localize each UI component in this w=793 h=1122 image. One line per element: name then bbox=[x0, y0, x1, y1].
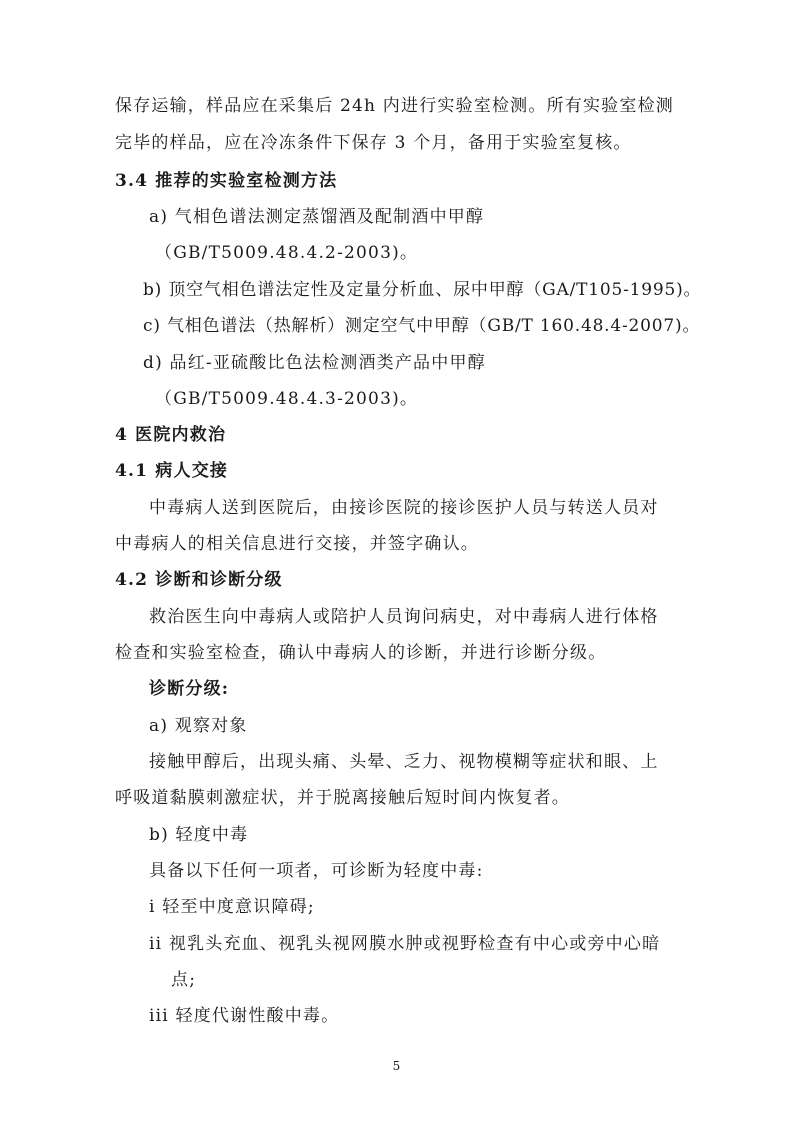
paragraph-line: 完毕的样品，应在冷冻条件下保存 3 个月，备用于实验室复核。 bbox=[115, 133, 632, 153]
subheading-diagnosis-grading: 诊断分级: bbox=[149, 679, 230, 699]
list-item-d: d) 品红-亚硫酸比色法检测酒类产品中甲醇 bbox=[143, 353, 486, 373]
section-heading-4-2: 4.2 诊断和诊断分级 bbox=[115, 570, 283, 590]
list-item-iii: iii 轻度代谢性酸中毒。 bbox=[149, 1006, 340, 1026]
paragraph-line: 保存运输，样品应在采集后 24h 内进行实验室检测。所有实验室检测 bbox=[115, 96, 674, 116]
paragraph-line: 具备以下任何一项者，可诊断为轻度中毒: bbox=[149, 861, 484, 881]
paragraph-line: 接触甲醇后，出现头痛、头晕、乏力、视物模糊等症状和眼、上 bbox=[149, 752, 659, 772]
list-item-ii-cont: 点; bbox=[171, 970, 197, 990]
paragraph-line: 中毒病人的相关信息进行交接，并签字确认。 bbox=[115, 534, 479, 554]
list-item-b: b) 轻度中毒 bbox=[149, 825, 249, 845]
section-heading-3-4: 3.4 推荐的实验室检测方法 bbox=[115, 171, 338, 191]
list-item-i: i 轻至中度意识障碍; bbox=[149, 897, 315, 917]
paragraph-line: 呼吸道黏膜刺激症状，并于脱离接触后短时间内恢复者。 bbox=[115, 788, 570, 808]
section-heading-4-1: 4.1 病人交接 bbox=[115, 461, 229, 481]
list-item-a: a) 观察对象 bbox=[149, 716, 248, 736]
list-item-a: a) 气相色谱法测定蒸馏酒及配制酒中甲醇 bbox=[149, 207, 485, 227]
list-item-a-ref: （GB/T5009.48.4.2-2003)。 bbox=[155, 243, 419, 263]
list-item-b: b) 顶空气相色谱法定性及定量分析血、尿中甲醇（GA/T105-1995)。 bbox=[143, 280, 702, 300]
paragraph-line: 救治医生向中毒病人或陪护人员询问病史，对中毒病人进行体格 bbox=[149, 607, 659, 627]
list-item-ii: ii 视乳头充血、视乳头视网膜水肿或视野检查有中心或旁中心暗 bbox=[149, 934, 661, 954]
page-number: 5 bbox=[392, 1059, 401, 1073]
list-item-d-ref: （GB/T5009.48.4.3-2003)。 bbox=[155, 389, 419, 409]
paragraph-line: 中毒病人送到医院后，由接诊医院的接诊医护人员与转送人员对 bbox=[149, 498, 659, 518]
list-item-c: c) 气相色谱法（热解析）测定空气中甲醇（GB/T 160.48.4-2007)。 bbox=[143, 316, 701, 336]
section-heading-4: 4 医院内救治 bbox=[115, 425, 227, 445]
paragraph-line: 检查和实验室检查，确认中毒病人的诊断，并进行诊断分级。 bbox=[115, 643, 607, 663]
